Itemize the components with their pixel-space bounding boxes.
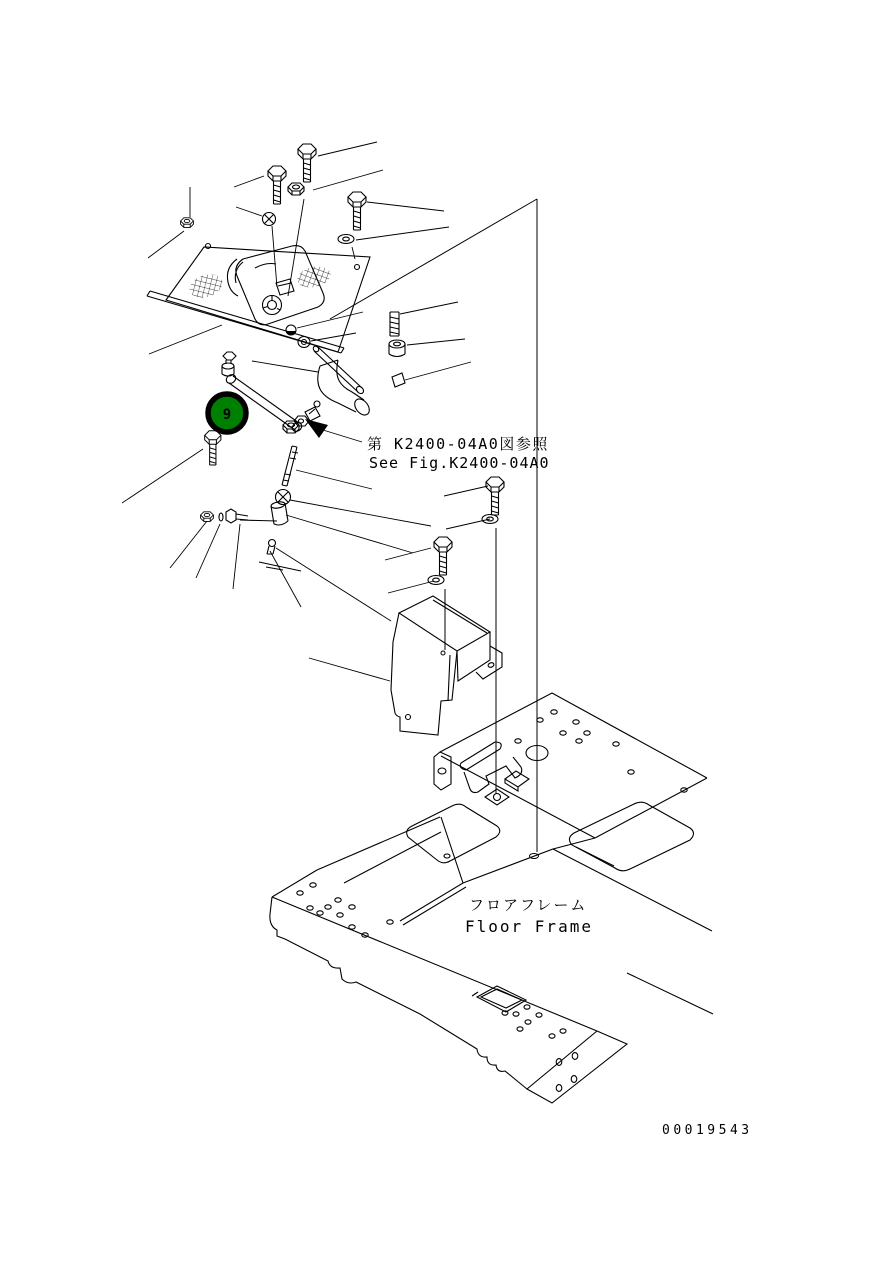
balloon-number[interactable]: 9 [222,407,232,423]
floor-frame-label-ja: フロアフレーム [469,896,588,914]
reference-note-ja: 第 K2400-04A0図参照 [367,435,549,453]
drawing-number: 00019543 [662,1123,753,1138]
floor-frame-label-en: Floor Frame [465,917,593,936]
callout-balloon-9[interactable] [208,394,246,432]
reference-note-en: See Fig.K2400-04A0 [369,454,550,472]
